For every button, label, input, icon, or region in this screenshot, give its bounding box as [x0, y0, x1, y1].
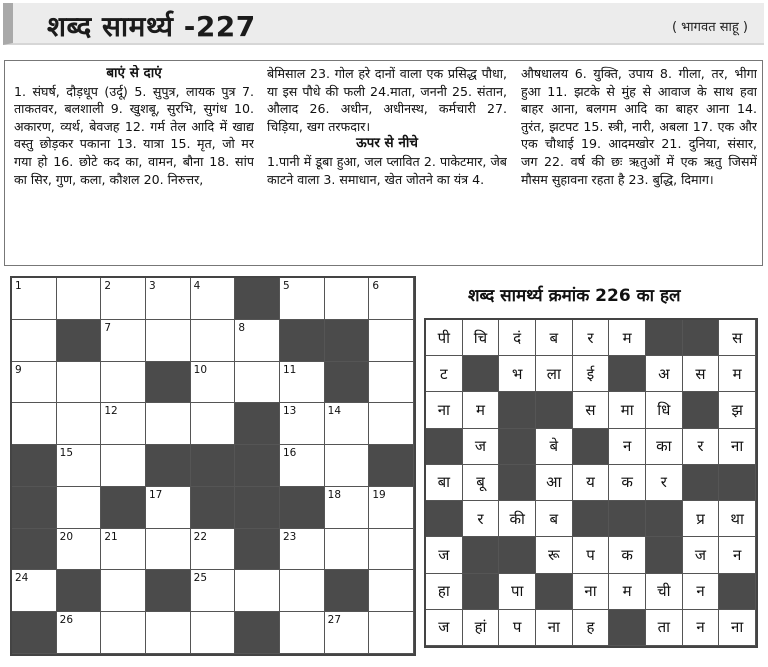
crossword-cell[interactable] [325, 445, 370, 487]
crossword-cell[interactable] [146, 320, 191, 362]
down-clues-part-1: 1.पानी में डूबा हुआ, जल प्लावित 2. पाकेटमार, जेब काटने वाला 3. समाधान, खेत जोतने का यंत्र 4. [267, 153, 507, 187]
clue-number: 9 [15, 363, 22, 376]
solution-black-cell [536, 392, 573, 428]
solution-black-cell [573, 501, 610, 537]
clue-number: 3 [149, 280, 156, 292]
clue-number: 13 [283, 405, 297, 418]
solution-cell: क [609, 465, 646, 501]
solution-cell: ज [463, 429, 500, 465]
solution-cell: ट [426, 356, 463, 392]
crossword-cell[interactable] [146, 529, 191, 571]
crossword-cell[interactable] [280, 445, 325, 487]
crossword-cell[interactable] [325, 278, 370, 320]
solution-cell: भ [499, 356, 536, 392]
crossword-cell[interactable] [101, 362, 146, 404]
crossword-cell[interactable] [369, 320, 414, 362]
solution-cell: ज [683, 537, 720, 573]
solution-cell: ता [646, 610, 683, 646]
clue-number: 4 [193, 280, 201, 292]
crossword-cell[interactable] [235, 570, 280, 612]
crossword-cell[interactable] [146, 278, 191, 320]
crossword-cell[interactable] [369, 362, 414, 404]
solution-black-cell [683, 320, 720, 356]
solution-cell: आ [536, 465, 573, 501]
crossword-cell[interactable] [57, 403, 102, 445]
author-name: ( भागवत साहू ) [671, 20, 748, 35]
solution-cell: मा [609, 392, 646, 428]
solution-cell: र [463, 501, 500, 537]
solution-cell: स [683, 356, 720, 392]
solution-cell: पा [499, 574, 536, 610]
crossword-grid [10, 276, 416, 656]
solution-cell: की [499, 501, 536, 537]
solution-cell: क [609, 537, 646, 573]
clue-number: 18 [327, 488, 342, 501]
crossword-black-cell [369, 445, 414, 487]
solution-black-cell [426, 501, 463, 537]
solution-cell: र [683, 429, 720, 465]
crossword-cell[interactable] [325, 529, 370, 571]
solution-cell: ना [719, 610, 756, 646]
crossword-cell[interactable] [101, 570, 146, 612]
crossword-cell[interactable] [325, 612, 370, 654]
clue-number: 7 [104, 321, 112, 334]
crossword-cell[interactable] [57, 362, 102, 404]
across-heading: बाएं से दाएं [106, 65, 162, 81]
clue-number: 10 [193, 363, 208, 376]
solution-cell: प्र [683, 501, 720, 537]
crossword-black-cell [235, 403, 280, 445]
solution-title: शब्द सामर्थ्य क्रमांक 226 का हल [468, 286, 681, 306]
crossword-black-cell [57, 570, 102, 612]
crossword-cell[interactable] [57, 529, 102, 571]
clue-number: 6 [372, 280, 380, 292]
crossword-cell[interactable] [101, 320, 146, 362]
clue-number: 21 [104, 530, 118, 543]
solution-black-cell [609, 501, 646, 537]
clue-number: 15 [59, 447, 74, 460]
solution-cell: ना [536, 610, 573, 646]
solution-cell: स [573, 392, 610, 428]
crossword-black-cell [280, 320, 325, 362]
solution-cell: म [719, 356, 756, 392]
crossword-black-cell [12, 529, 57, 571]
crossword-cell[interactable] [369, 403, 414, 445]
solution-cell: ब [536, 320, 573, 356]
crossword-cell[interactable] [280, 612, 325, 654]
solution-cell: बू [463, 465, 500, 501]
solution-cell: ची [646, 574, 683, 610]
solution-black-cell [646, 320, 683, 356]
crossword-cell[interactable] [101, 403, 146, 445]
crossword-cell[interactable] [369, 529, 414, 571]
crossword-cell[interactable] [191, 612, 236, 654]
crossword-cell[interactable] [12, 320, 57, 362]
crossword-cell[interactable] [235, 320, 280, 362]
crossword-cell[interactable] [280, 529, 325, 571]
clue-number: 5 [283, 280, 290, 292]
solution-black-cell [499, 429, 536, 465]
solution-cell: ह [573, 610, 610, 646]
clue-number: 16 [283, 447, 297, 460]
solution-cell: ई [573, 356, 610, 392]
solution-black-cell [646, 537, 683, 573]
crossword-cell[interactable] [101, 529, 146, 571]
solution-cell: ना [426, 392, 463, 428]
solution-black-cell [499, 537, 536, 573]
crossword-cell[interactable] [280, 362, 325, 404]
crossword-black-cell [101, 487, 146, 529]
crossword-black-cell [325, 362, 370, 404]
crossword-black-cell [146, 362, 191, 404]
solution-cell: बे [536, 429, 573, 465]
crossword-black-cell [146, 445, 191, 487]
crossword-cell[interactable] [235, 362, 280, 404]
clue-number: 2 [104, 280, 112, 292]
solution-black-cell [499, 465, 536, 501]
crossword-black-cell [325, 570, 370, 612]
crossword-black-cell [235, 612, 280, 654]
solution-cell: अ [646, 356, 683, 392]
clues-column-1 [14, 65, 254, 188]
solution-cell: य [573, 465, 610, 501]
crossword-cell[interactable] [191, 278, 236, 320]
solution-cell: र [646, 465, 683, 501]
crossword-black-cell [191, 487, 236, 529]
solution-cell: म [609, 320, 646, 356]
clue-number: 11 [283, 363, 297, 376]
solution-cell: ना [573, 574, 610, 610]
solution-cell: ना [719, 429, 756, 465]
puzzle-title: शब्द सामर्थ्य -227 [47, 10, 256, 43]
crossword-black-cell [325, 320, 370, 362]
crossword-black-cell [280, 487, 325, 529]
solution-cell: ला [536, 356, 573, 392]
clues-column-2 [267, 65, 507, 188]
solution-black-cell [683, 465, 720, 501]
crossword-cell[interactable] [191, 320, 236, 362]
clue-number: 24 [15, 572, 29, 585]
crossword-cell[interactable] [146, 487, 191, 529]
solution-cell: चि [463, 320, 500, 356]
solution-grid [424, 318, 758, 648]
crossword-cell[interactable] [12, 570, 57, 612]
clue-number: 20 [59, 530, 74, 543]
crossword-cell[interactable] [369, 570, 414, 612]
crossword-black-cell [57, 320, 102, 362]
solution-black-cell [573, 429, 610, 465]
clue-number: 22 [193, 530, 208, 543]
clue-number: 1 [15, 280, 22, 292]
crossword-cell[interactable] [146, 612, 191, 654]
crossword-cell[interactable] [191, 570, 236, 612]
crossword-cell[interactable] [101, 278, 146, 320]
solution-black-cell [609, 356, 646, 392]
solution-black-cell [463, 537, 500, 573]
across-clues-part-2: बेमिसाल 23. गोल हरे दानों वाला एक प्रसिद्ध पौधा, या इस पौधे की फली 24.माता, जननी 25. संतान, औलाद 26. अधीन, अधीनस्थ, कर्मचारी 27. चिड़िया, खग तरफदार। [267, 66, 507, 134]
clues-panel [4, 60, 763, 266]
solution-cell: न [683, 610, 720, 646]
crossword-black-cell [235, 487, 280, 529]
solution-cell: दं [499, 320, 536, 356]
solution-cell: हा [426, 574, 463, 610]
crossword-black-cell [146, 570, 191, 612]
crossword-black-cell [191, 445, 236, 487]
solution-cell: पी [426, 320, 463, 356]
solution-black-cell [719, 465, 756, 501]
crossword-cell[interactable] [191, 362, 236, 404]
solution-black-cell [536, 574, 573, 610]
clue-number: 23 [283, 530, 297, 543]
solution-cell: झ [719, 392, 756, 428]
crossword-cell[interactable] [146, 403, 191, 445]
clues-column-3 [521, 65, 757, 188]
crossword-cell[interactable] [57, 487, 102, 529]
solution-cell: न [683, 574, 720, 610]
crossword-cell[interactable] [369, 612, 414, 654]
down-heading: ऊपर से नीचे [356, 135, 418, 152]
crossword-cell[interactable] [101, 445, 146, 487]
crossword-cell[interactable] [191, 403, 236, 445]
solution-cell: स [719, 320, 756, 356]
solution-cell: न [609, 429, 646, 465]
crossword-cell[interactable] [12, 362, 57, 404]
solution-black-cell [609, 610, 646, 646]
solution-cell: रू [536, 537, 573, 573]
solution-cell: बा [426, 465, 463, 501]
clue-number: 8 [238, 321, 246, 334]
crossword-cell[interactable] [280, 278, 325, 320]
solution-cell: ज [426, 537, 463, 573]
solution-cell: न [719, 537, 756, 573]
solution-cell: था [719, 501, 756, 537]
solution-cell: ज [426, 610, 463, 646]
solution-cell: प [499, 610, 536, 646]
solution-black-cell [463, 574, 500, 610]
crossword-black-cell [235, 445, 280, 487]
crossword-cell[interactable] [57, 612, 102, 654]
clue-number: 12 [104, 405, 118, 418]
clue-number: 25 [193, 572, 208, 585]
clue-number: 19 [372, 488, 386, 501]
solution-cell: म [463, 392, 500, 428]
solution-cell: का [646, 429, 683, 465]
clue-number: 26 [59, 614, 74, 627]
solution-cell: धि [646, 392, 683, 428]
crossword-cell[interactable] [280, 403, 325, 445]
clue-number: 27 [327, 614, 342, 627]
crossword-cell[interactable] [369, 278, 414, 320]
clue-number: 17 [149, 488, 163, 501]
solution-black-cell [683, 392, 720, 428]
puzzle-header [3, 3, 764, 45]
solution-black-cell [426, 429, 463, 465]
crossword-cell[interactable] [57, 278, 102, 320]
across-clues-part-1: 1. संघर्ष, दौड़धूप (उर्दू) 5. सुपुत्र, लायक पुत्र 7. ताकतवर, बलशाली 9. खुशबू, सुरभि, सुगंध 10. अकारण, व्यर्थ, बेवजह 12. गर्म तेल आदि में खाद्य वस्तु छोड़कर पकाना 13. यात्रा 15. मृत, जो मर गया हो 16. छोटे कद का, वामन, बौना 18. सांप का सिर, गुण, कला, कौशल 20. निरुत्तर, [14, 83, 254, 187]
crossword-cell[interactable] [369, 487, 414, 529]
solution-black-cell [646, 501, 683, 537]
solution-cell: र [573, 320, 610, 356]
crossword-cell[interactable] [280, 570, 325, 612]
crossword-cell[interactable] [12, 403, 57, 445]
crossword-cell[interactable] [325, 403, 370, 445]
solution-black-cell [499, 392, 536, 428]
crossword-black-cell [12, 612, 57, 654]
solution-cell: म [609, 574, 646, 610]
crossword-cell[interactable] [325, 487, 370, 529]
down-clues-part-2: औषधालय 6. युक्ति, उपाय 8. गीला, तर, भीगा हुआ 11. झटके से मुंह से आवाज के साथ हवा बाहर आना, बलगम आदि का बाहर आना 14. तुरंत, झटपट 15. स्त्री, नारी, अबला 17. एक और एक चौथाई 19. आदमखोर 21. दुनिया, संसार, जग 22. वर्ष की छः ऋतुओं में एक ऋतु जिसमें मौसम सुहावना रहता है 23. बुद्धि, दिमाग। [521, 66, 757, 187]
solution-cell: हां [463, 610, 500, 646]
crossword-black-cell [12, 487, 57, 529]
crossword-cell[interactable] [191, 529, 236, 571]
crossword-cell[interactable] [101, 612, 146, 654]
crossword-black-cell [235, 278, 280, 320]
crossword-cell[interactable] [12, 278, 57, 320]
solution-black-cell [463, 356, 500, 392]
solution-black-cell [719, 574, 756, 610]
crossword-black-cell [235, 529, 280, 571]
crossword-cell[interactable] [57, 445, 102, 487]
solution-cell: प [573, 537, 610, 573]
crossword-black-cell [12, 445, 57, 487]
clue-number: 14 [327, 405, 342, 418]
solution-cell: ब [536, 501, 573, 537]
